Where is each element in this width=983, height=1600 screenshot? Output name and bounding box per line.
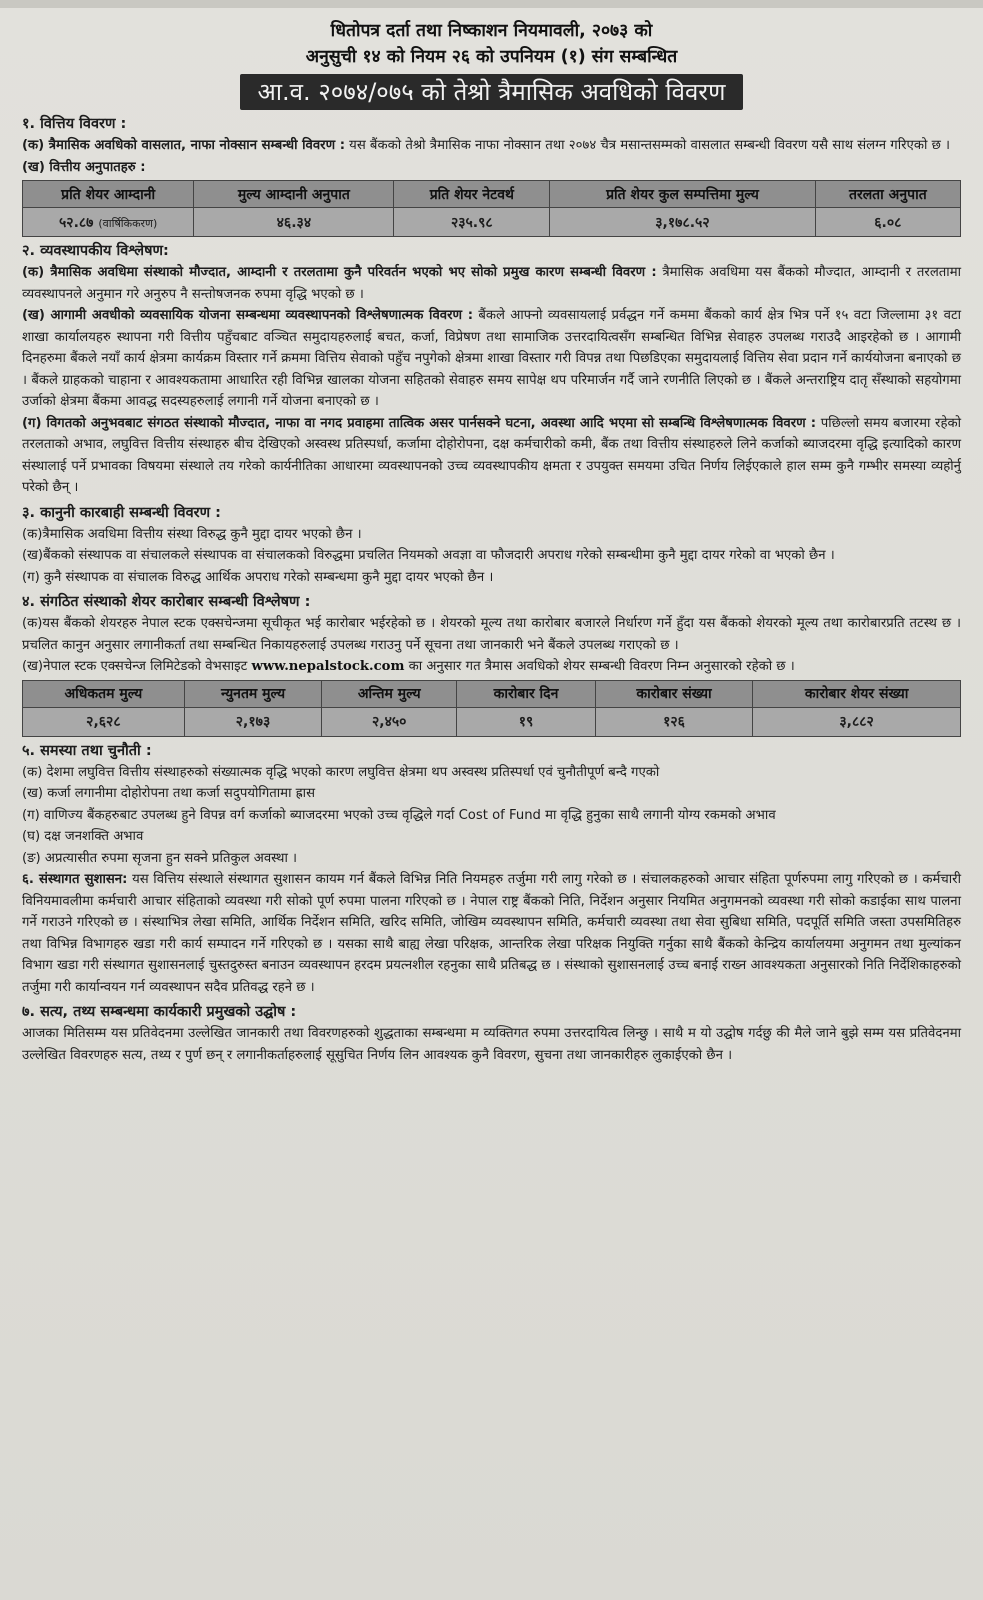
section-2-title: २. व्यवस्थापकीय विश्लेषण:: [22, 243, 169, 259]
section-4-kha: [22, 656, 961, 678]
section-3-item-ga: (ग) कुनै संस्थापक वा संचालक विरुद्ध आर्थिक अपराध गरेको सम्बन्धमा कुनै मुद्दा दायर भएको छैन ।: [22, 569, 494, 585]
section-2-kha-lead: (ख) आगामी अवधीको व्यवसायिक योजना सम्बन्धमा व्यवस्थापनको विश्लेषणात्मक विवरण :: [22, 308, 474, 323]
share-table: [22, 680, 961, 737]
ratio-table-header-row: [23, 181, 961, 208]
share-table-value-row: [23, 707, 961, 736]
section-1-ka: [22, 135, 961, 157]
section-2-ka-text: त्रैमासिक अवधिमा यस बैंकको मौज्दात, आम्दानी र तरलतामा व्यवस्थापनले अनुमान गरे अनुरुप नै सन्तोषजनक रुपमा वृद्धि भएको छ ।: [22, 265, 961, 302]
section-1-ka-text: यस बैंकको तेश्रो त्रैमासिक नाफा नोक्सान तथा २०७४ चैत्र मसान्तसम्मको वासलात सम्बन्धी विवरण यसै साथ संलग्न गरिएको छ ।: [344, 138, 951, 153]
section-7-title: ७. सत्य, तथ्य सम्बन्धमा कार्यकारी प्रमुखको उद्घोष :: [22, 1004, 297, 1020]
section-2-ka: [22, 262, 961, 305]
ratio-header-eps: प्रति शेयर आम्दानी: [23, 181, 194, 208]
section-2-ga-lead: (ग) विगतको अनुभवबाट संगठत संस्थाको मौज्दात, नाफा वा नगद प्रवाहमा तात्विक असर पार्नसक्ने घटना, अवस्था आदि भएमा सो सम्बन्धि विश्लेषणात्मक विवरण :: [22, 415, 817, 431]
ratio-header-networth: प्रति शेयर नेटवर्थ: [394, 181, 550, 208]
section-2-kha-text: बैंकले आफ्नो व्यवसायलाई प्रर्वद्धन गर्ने कममा बैंकको कार्य क्षेत्र भित्र पर्ने १५ वटा जिल्लामा ३१ वटा शाखा कार्यालयहरु स्थापना गरी वित्तीय पहुँचबाट वञ्चित समुदायहरुलाई बचत, कर्जा, विप्रेषण तथा सामाजिक उत्तरदायित्वसँग सम्बन्धित विभिन्न सेवाहरु उपलब्ध गराउदै आइरहेको छ । आगामी दिनहरुमा बैंकले नयाँ कार्य क्षेत्रमा कार्यक्रम विस्तार गर्ने क्रममा वित्तिय सेवाको पहुँच नपुगेको क्षेत्रमा शाखा विस्तार गरी विपन्न तथा पिछडिएका समुदायलाई वित्तिय सेवा प्रदान गर्ने कार्ययोजना बनाएको छ । बैंकले ग्राहकको चाहाना र आवश्यकतामा आधारित रही विभिन्न खालका योजना सहितको सेवाहरु समय सापेक्ष थप परिमार्जन गर्दै जाने रणनीति लिएको छ । बैंकले अन्तराष्ट्रिय दातृ सँस्थाको सहयोगमा उर्जाको क्षेत्रमा बैंकमा आवद्ध सदस्यहरुलाई लगानी गर्ने योजना बनाएको छ ।: [22, 308, 961, 409]
section-4-title: ४. संगठित संस्थाको शेयर कारोबार सम्बन्धी विश्लेषण :: [22, 594, 311, 610]
section-declaration: [22, 1002, 961, 1066]
section-management-analysis: [22, 241, 961, 499]
eps-value: ५२.८७: [59, 214, 94, 231]
section-5-item-ka: (क) देशमा लघुवित्त वित्तीय संस्थाहरुको संख्यात्मक वृद्धि भएको कारण लघुवित्त क्षेत्रमा थप अस्वस्थ प्रतिस्पर्धा एवं चुनौतीपूर्ण बन्दै गएको: [22, 764, 660, 780]
eps-annualized-note: (वार्षिकिकरण): [98, 216, 158, 230]
share-value-transactions: १२६: [595, 707, 752, 736]
nepalstock-link[interactable]: www.nepalstock.com: [251, 659, 405, 674]
section-2-ka-lead: (क) त्रैमासिक अवधिमा संस्थाको मौज्दात, आम्दानी र तरलतामा कुनै परिवर्तन भएको भए सोको प्रमुख कारण सम्बन्धी विवरण :: [22, 265, 657, 280]
section-6-text: यस वित्तिय संस्थाले संस्थागत सुशासन कायम गर्न बैंकले विभिन्न निति नियमहरु तर्जुमा गरी लागु गरेको छ । संचालकहरुको आचार संहिता पूर्णरुपमा लागु गरिएको छ । कर्मचारी विनियमावलीमा कर्मचारी आचार संहिताको व्यवस्था गरी सोको पूर्ण रुपमा पालना गरिएको छ । नेपाल राष्ट्र बैंकको निति, निर्देशन अनुसार नियमित अनुगमनको व्यवस्था गरी सोको कडाईका साथ पालना गर्ने गराउने गरिएको छ । संस्थाभित्र लेखा समिति, आर्थिक निर्देशन समिति, खरिद समिति, जोखिम व्यवस्थापन समिति, कर्मचारी व्यवस्था तथा सेवा सुबिधा समिति, पदपूर्ति समिति जस्ता उपसमितिहरु तथा विभिन्न विभागहरु खडा गरी कार्य सम्पादन गर्ने गरिएको छ । यसका साथै बाह्य लेखा परिक्षक, आन्तरिक लेखा परिक्षक नियुक्ति गर्नुका साथै बैंकको केन्द्रिय कार्यालयमा अनुगमन तथा मुल्यांकन विभाग खडा गरी संस्थागत सुशासनलाई चुस्तदुरुस्त बनाउन व्यवस्थापन हरदम प्रयत्नशील रहनुका साथै प्रतिबद्ध छ । संस्थाको सुशासनलाई उच्च बनाई राख्न आवश्यकता अनुसारको निति निर्देशिकाहरुको तर्जुमा गरी कार्यान्वयन गर्न व्यवस्थापन सदैव प्रतिवद्ध रहने छ ।: [22, 872, 961, 995]
section-4-kha-prefix: (ख)नेपाल स्टक एक्सचेन्ज लिमिटेडको वेभसाइट: [22, 659, 252, 674]
section-5-item-gha: (घ) दक्ष जनशक्ति अभाव: [22, 829, 144, 844]
section-6-body: [22, 869, 961, 998]
ratio-value-asset-value: ३,१७८.५२: [550, 208, 815, 237]
section-7-text: आजका मितिसम्म यस प्रतिवेदनमा उल्लेखित जानकारी तथा विवरणहरुको शुद्धताका सम्बन्धमा म व्यक्तिगत रुपमा उत्तरदायित्व लिन्छु । साथै म यो उद्घोष गर्दछु की मैले जाने बुझे सम्म यस प्रतिवेदनमा उल्लेखित विवरणहरु सत्य, तथ्य र पुर्ण छन् र लगानीकर्ताहरुलाई सूसुचित निर्णय लिन आवश्यक कुनै विवरण, सुचना तथा जानकारीहरु लुकाईएको छैन ।: [22, 1026, 961, 1063]
section-1-kha: [22, 157, 961, 179]
share-header-min-price: न्युनतम मुल्य: [184, 680, 321, 707]
section-2-ga: [22, 413, 961, 499]
section-governance: [22, 869, 961, 998]
notice-header: [22, 18, 961, 110]
header-line-2: अनुसुची १४ को नियम २६ को उपनियम (१) संग सम्बन्धित: [305, 47, 678, 67]
share-header-shares-traded: कारोबार शेयर संख्या: [753, 680, 961, 707]
section-legal: [22, 503, 961, 589]
share-table-header-row: [23, 680, 961, 707]
ratio-value-networth: २३५.९८: [394, 208, 550, 237]
section-financial: [22, 114, 961, 237]
section-challenges: [22, 741, 961, 870]
share-value-trading-days: १९: [457, 707, 596, 736]
share-header-max-price: अधिकतम मुल्य: [23, 680, 185, 707]
share-header-trading-days: कारोबार दिन: [457, 680, 596, 707]
section-5-item-kha: (ख) कर्जा लगानीमा दोहोरोपना तथा कर्जा सदुपयोगितामा ह्रास: [22, 786, 316, 801]
share-value-min-price: २,१७३: [184, 707, 321, 736]
section-share-trading: [22, 592, 961, 737]
report-banner: आ.व. २०७४/०७५ को तेश्रो त्रैमासिक अवधिको विवरण: [240, 74, 744, 110]
section-1-kha-lead: (ख) वित्तीय अनुपातहरु :: [22, 159, 146, 175]
ratio-value-pe: ४६.३४: [194, 208, 394, 237]
section-5-item-nga: (ङ) अप्रत्यासीत रुपमा सृजना हुन सक्ने प्रतिकुल अवस्था ।: [22, 850, 298, 866]
section-3-title: ३. कानुनी कारबाही सम्बन्धी विवरण :: [22, 504, 221, 521]
ratio-header-asset-value: प्रति शेयर कुल सम्पत्तिमा मुल्य: [550, 181, 815, 208]
section-2-kha: [22, 305, 961, 413]
ratio-table-value-row: [23, 208, 961, 237]
ratio-header-liquidity: तरलता अनुपात: [815, 181, 960, 208]
section-5-title: ५. समस्या तथा चुनौती :: [22, 742, 152, 759]
section-5-item-ga: (ग) वाणिज्य बैंकहरुबाट उपलब्ध हुने विपन्न वर्ग कर्जाको ब्याजदरमा भएको उच्च वृद्धिले गर्दा Cost of Fund मा वृद्धि हुनुका साथै लगानी योग्य रकमको अभाव: [22, 807, 776, 823]
section-1-title: १. वित्तिय विवरण :: [22, 116, 127, 132]
share-header-last-price: अन्तिम मुल्य: [322, 680, 457, 707]
share-header-transactions: कारोबार संख्या: [595, 680, 752, 707]
share-value-shares-traded: ३,८८२: [753, 707, 961, 736]
section-1-ka-lead: (क) त्रैमासिक अवधिको वासलात, नाफा नोक्सान सम्बन्धी विवरण :: [22, 138, 345, 153]
ratio-value-eps: [23, 208, 194, 237]
section-2-ga-text: पछिल्लो समय बजारमा रहेको तरलताको अभाव, लघुवित्त वित्तीय संस्थाहरु बीच देखिएको अस्वस्थ प्रतिस्पर्धा, कर्जामा दोहोरोपना, दक्ष कर्मचारीको कमी, बैंक तथा वित्तीय संस्थाहरुले लिने कर्जाको ब्याजदरमा वृद्धि इत्यादिको कारण संस्थालाई पर्ने प्रभावका विषयमा संस्थाले तय गरेको कार्यनीतिका आधारमा व्यवस्थापनको उच्च व्यवस्थापकीय क्षमता र उपयुक्त समयमा उचित निर्णय लिईएकाले हाल सम्म कुनै गम्भीर समस्या व्यहोर्नु परेको छैन् ।: [22, 415, 961, 495]
ratio-value-liquidity: ६.०८: [815, 208, 960, 237]
section-6-lead: ६. संस्थागत सुशासन:: [22, 872, 128, 887]
section-4-ka: (क)यस बैंकको शेयरहरु नेपाल स्टक एक्सचेन्जमा सूचीकृत भई कारोबार भईरहेको छ । शेयरको मूल्य तथा कारोबार बजारले निर्धारण गर्ने हुँदा यस बैंकको शेयरको मूल्य तथा कारोबारप्रति तटस्थ छ । प्रचलित कानुन अनुसार लगानीकर्ता तथा सम्बन्धित निकायहरुलाई उपलब्ध गराउनु पर्ने सूचना तथा जानकारी भने बैंकले उपलब्ध गराएको छ ।: [22, 616, 961, 653]
top-edge-strip: [0, 0, 983, 8]
section-3-item-kha: (ख)बैंकको संस्थापक वा संचालकले संस्थापक वा संचालकको विरुद्धमा प्रचलित नियमको अवज्ञा वा फौजदारी अपराध गरेको सम्बन्धीमा कुनै मुद्दा दायर गरेको वा भएको छैन ।: [22, 548, 835, 563]
share-value-max-price: २,६२८: [23, 707, 185, 736]
share-value-last-price: २,४५०: [322, 707, 457, 736]
ratio-header-pe: मुल्य आम्दानी अनुपात: [194, 181, 394, 208]
ratio-table: [22, 180, 961, 237]
section-4-kha-suffix: का अनुसार गत त्रैमास अवधिको शेयर सम्बन्धी विवरण निम्न अनुसारको रहेको छ ।: [404, 659, 795, 674]
header-line-1: धितोपत्र दर्ता तथा निष्काशन नियमावली, २०७३ को: [330, 21, 653, 41]
section-3-item-ka: (क)त्रैमासिक अवधिमा वित्तीय संस्था विरुद्ध कुनै मुद्दा दायर भएको छैन ।: [22, 526, 362, 542]
